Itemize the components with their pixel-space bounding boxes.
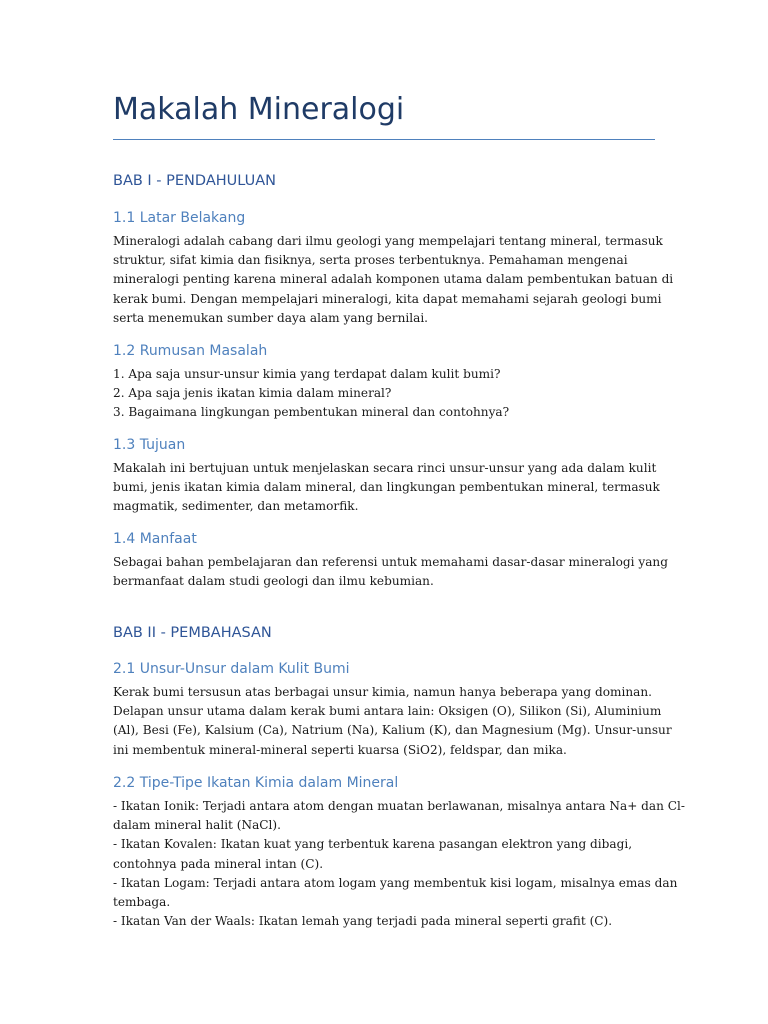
list-item: - Ikatan Kovalen: Ikatan kuat yang terbentuk karena pasangan elektron yang dibagi, [113, 837, 633, 852]
section-heading-1-1: 1.1 Latar Belakang [113, 210, 246, 226]
section-heading-1-4: 1.4 Manfaat [113, 531, 197, 547]
section-heading-2-1: 2.1 Unsur-Unsur dalam Kulit Bumi [113, 661, 350, 677]
section-body-2-2 [113, 797, 685, 931]
list-item: 3. Bagaimana lingkungan pembentukan mineral dan contohnya? [113, 405, 510, 420]
text-line: Mineralogi adalah cabang dari ilmu geologi yang mempelajari tentang mineral, termasuk [113, 234, 663, 248]
text-line: contohnya pada mineral intan (C). [113, 856, 324, 871]
list-item: 1. Apa saja unsur-unsur kimia yang terdapat dalam kulit bumi? [113, 367, 501, 381]
text-line: magmatik, sedimenter, dan metamorfik. [113, 499, 359, 514]
text-line: tembaga. [113, 895, 171, 910]
text-line: dalam mineral halit (NaCl). [113, 818, 281, 833]
text-line: (Al), Besi (Fe), Kalsium (Ca), Natrium (Na), Kalium (K), dan Magnesium (Mg). Unsur-unsur [113, 723, 672, 738]
text-line: serta menemukan sumber daya alam yang bernilai. [113, 310, 429, 325]
text-line: bumi, jenis ikatan kimia dalam mineral, dan lingkungan pembentukan mineral, termasuk [113, 480, 660, 495]
section-heading-1-3: 1.3 Tujuan [113, 437, 186, 453]
list-item: - Ikatan Ionik: Terjadi antara atom dengan muatan berlawanan, misalnya antara Na+ dan Cl- [113, 799, 685, 813]
text-line: Sebagai bahan pembelajaran dan referensi untuk memahami dasar-dasar mineralogi yang [113, 555, 668, 569]
text-line: Kerak bumi tersusun atas berbagai unsur kimia, namun hanya beberapa yang dominan. [113, 685, 652, 699]
section-body-1-3 [113, 459, 658, 517]
text-line: mineralogi penting karena mineral adalah komponen utama dalam pembentukan batuan di [113, 272, 674, 287]
title-underline [113, 139, 655, 140]
chapter-heading-bab2: BAB II - PEMBAHASAN [113, 625, 272, 641]
section-body-1-4 [113, 553, 668, 591]
text-line: Delapan unsur utama dalam kerak bumi antara lain: Oksigen (O), Silikon (Si), Aluminium [113, 704, 662, 719]
section-body-1-1 [113, 232, 674, 328]
chapter-heading-bab1: BAB I - PENDAHULUAN [113, 173, 276, 189]
list-item: - Ikatan Logam: Terjadi antara atom logam yang membentuk kisi logam, misalnya emas dan [113, 875, 678, 890]
text-line: ini membentuk mineral-mineral seperti kuarsa (SiO2), feldspar, dan mika. [113, 742, 567, 757]
section-body-2-1 [113, 683, 672, 760]
section-heading-2-2: 2.2 Tipe-Tipe Ikatan Kimia dalam Mineral [113, 775, 399, 791]
text-line: bermanfaat dalam studi geologi dan ilmu kebumian. [113, 574, 434, 589]
section-body-1-2 [113, 365, 658, 423]
list-item: 2. Apa saja jenis ikatan kimia dalam mineral? [113, 386, 392, 401]
text-line: kerak bumi. Dengan mempelajari mineralogi, kita dapat memahami sejarah geologi bumi [113, 291, 662, 306]
document-title: Makalah Mineralogi [113, 92, 405, 127]
section-heading-1-2: 1.2 Rumusan Masalah [113, 343, 268, 359]
text-line: struktur, sifat kimia dan fisiknya, serta proses terbentuknya. Pemahaman mengenai [113, 253, 628, 268]
text-line: Makalah ini bertujuan untuk menjelaskan secara rinci unsur-unsur yang ada dalam kulit [113, 461, 657, 475]
list-item: - Ikatan Van der Waals: Ikatan lemah yang terjadi pada mineral seperti grafit (C). [113, 914, 613, 929]
